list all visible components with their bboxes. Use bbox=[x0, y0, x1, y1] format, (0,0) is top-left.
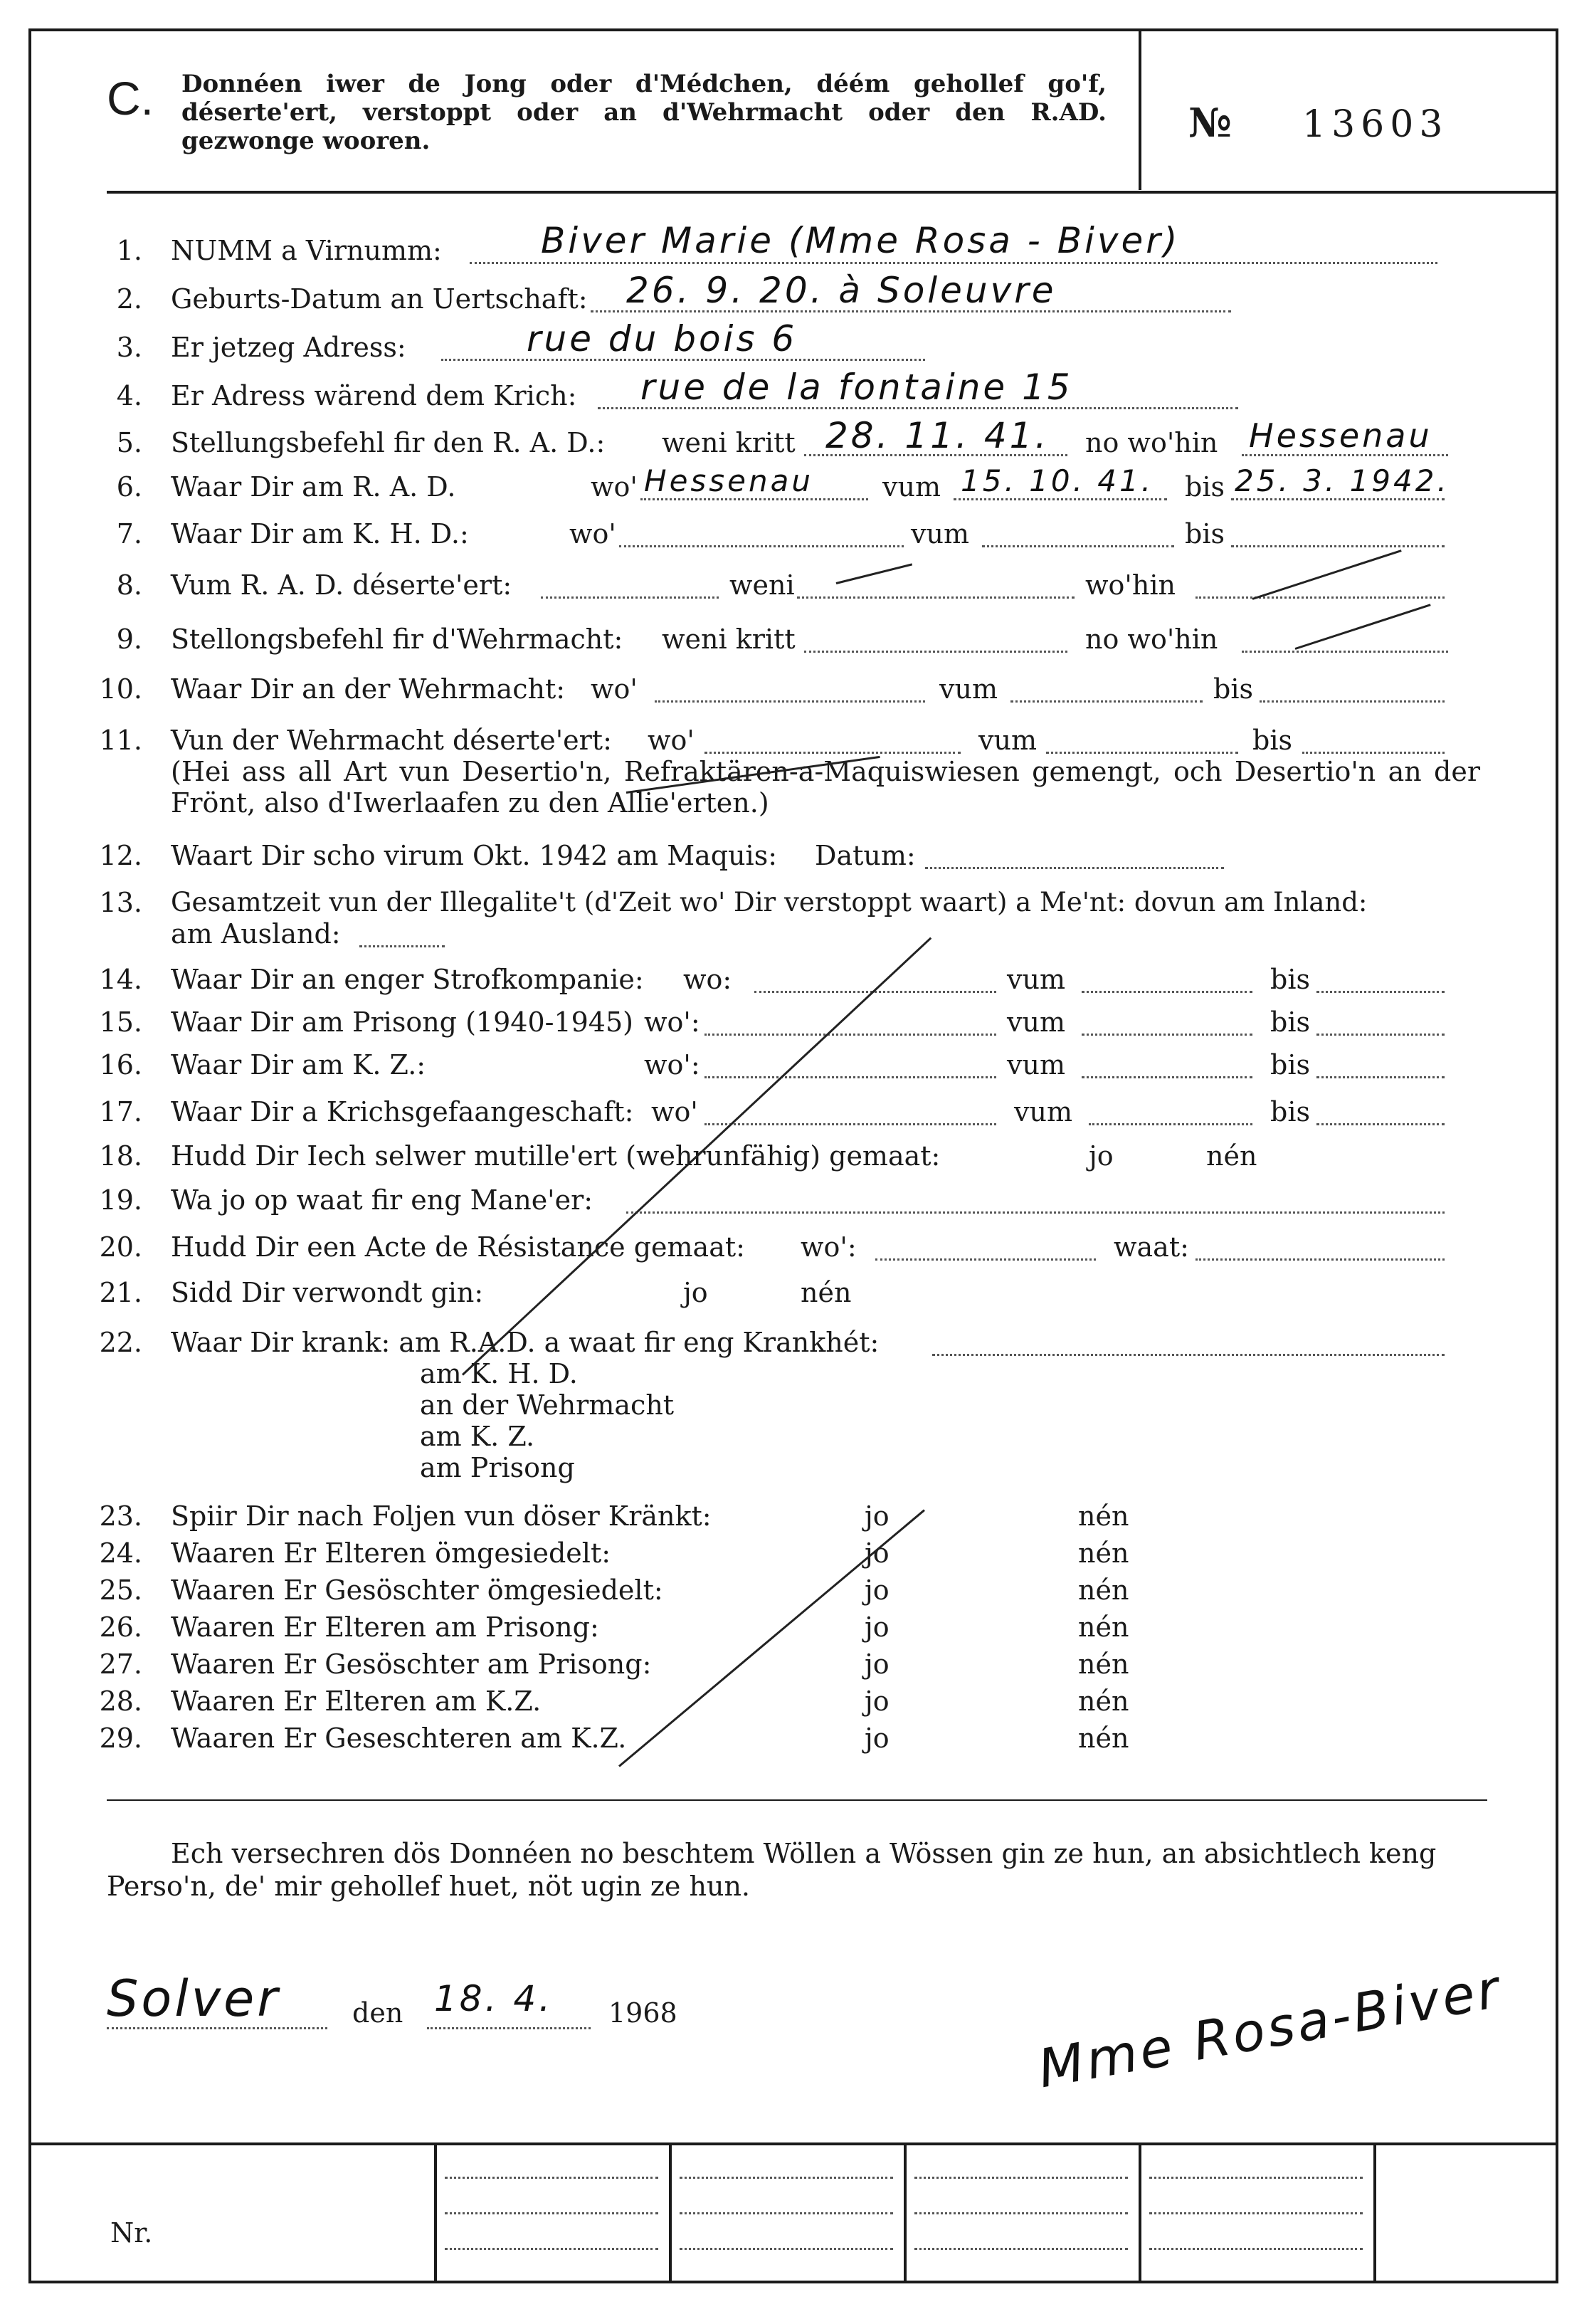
field-x-label-15: vum bbox=[1007, 1006, 1065, 1038]
footer-nr-label: Nr. bbox=[110, 2217, 153, 2249]
field-label-5: Stellungsbefehl fir den R. A. D.: bbox=[171, 427, 606, 458]
field-value-1: Biver Marie (Mme Rosa - Biver) bbox=[541, 220, 1181, 261]
field-w-label-20: wo': bbox=[801, 1231, 857, 1263]
field-y-label-10: bis bbox=[1213, 673, 1253, 705]
field-jo-23: jo bbox=[865, 1500, 890, 1532]
field-label-18: Hudd Dir Iech selwer mutille'ert (wehrunfähig) gemaat: bbox=[171, 1140, 941, 1172]
field-label-27: Waaren Er Gesöschter am Prisong: bbox=[171, 1649, 652, 1680]
field-y-value-6: 25. 3. 1942. bbox=[1235, 463, 1450, 498]
field-label-22: Waar Dir krank: am R.A.D. a waat fir eng Krankhét: bbox=[171, 1327, 880, 1358]
header-divider bbox=[1139, 30, 1141, 190]
field-x-line-17 bbox=[1089, 1123, 1252, 1125]
field-value-3: rue du bois 6 bbox=[527, 318, 798, 359]
field-w-line-11 bbox=[704, 752, 961, 754]
field-y-line-15 bbox=[1316, 1034, 1445, 1036]
field-jo-28: jo bbox=[865, 1686, 890, 1717]
footer-line-c2 bbox=[914, 2212, 1128, 2214]
field-x-line-15 bbox=[1082, 1034, 1252, 1036]
field-x-line-9 bbox=[1242, 651, 1448, 653]
field-nen-27: nén bbox=[1078, 1649, 1129, 1680]
field-x-label-16: vum bbox=[1007, 1049, 1065, 1080]
field-num-13: 13. bbox=[99, 887, 142, 918]
field-y-label-16: bis bbox=[1270, 1049, 1310, 1080]
field-sub-22-1: am K. H. D. bbox=[420, 1358, 578, 1389]
field-line-1 bbox=[470, 262, 1437, 264]
field-w-value-5: 28. 11. 41. bbox=[825, 415, 1050, 456]
field-w-value-6: Hessenau bbox=[644, 463, 814, 498]
field-label-11: Vun der Wehrmacht déserte'ert: bbox=[171, 725, 612, 756]
footer-line-a2 bbox=[445, 2212, 658, 2214]
field-line-19 bbox=[626, 1211, 1445, 1214]
field-w-label-11: wo' bbox=[648, 725, 695, 756]
date-den-label: den bbox=[352, 1997, 403, 2029]
field-num-24: 24. bbox=[99, 1537, 142, 1569]
field-x-label-20: waat: bbox=[1114, 1231, 1189, 1263]
field-w-label-10: wo' bbox=[591, 673, 638, 705]
field-value-4: rue de la fontaine 15 bbox=[640, 367, 1073, 408]
field-x-line-7 bbox=[982, 545, 1174, 547]
field-num-2: 2. bbox=[116, 283, 142, 315]
field-x-label-17: vum bbox=[1014, 1096, 1072, 1127]
place-value: Solver bbox=[107, 1970, 280, 2028]
field-w-label-8: weni bbox=[729, 569, 795, 601]
field-x-value-5: Hessenau bbox=[1249, 416, 1432, 455]
field-x-line-14 bbox=[1082, 991, 1252, 993]
field-w-label-15: wo': bbox=[644, 1006, 700, 1038]
field-num-3: 3. bbox=[116, 332, 142, 363]
field-nen-24: nén bbox=[1078, 1537, 1129, 1569]
field-label-13: Gesamtzeit vun der Illegalite't (d'Zeit wo' Dir verstoppt waart) a Me'nt: dovun am Inland: bbox=[171, 887, 1368, 917]
date-value: 18. 4. bbox=[434, 1978, 554, 2019]
footer-line-d3 bbox=[1149, 2248, 1363, 2250]
footer-line-c1 bbox=[914, 2177, 1128, 2179]
field-w-label-5: weni kritt bbox=[662, 427, 796, 458]
footer-line-b3 bbox=[680, 2248, 893, 2250]
field-label-19: Wa jo op waat fir eng Mane'er: bbox=[171, 1184, 593, 1216]
field-label-12: Waart Dir scho virum Okt. 1942 am Maquis: bbox=[171, 840, 778, 871]
field-y-label-17: bis bbox=[1270, 1096, 1310, 1127]
field-w-label-17: wo' bbox=[651, 1096, 698, 1127]
field-x-label-14: vum bbox=[1007, 964, 1065, 995]
field-w-line-20 bbox=[875, 1258, 1096, 1261]
field-x-line-10 bbox=[1010, 700, 1203, 703]
footer-line-c3 bbox=[914, 2248, 1128, 2250]
field-jo-21: jo bbox=[683, 1277, 708, 1308]
field-w-line-12 bbox=[925, 867, 1224, 869]
footer-line-a3 bbox=[445, 2248, 658, 2250]
footer-col-4 bbox=[1139, 2144, 1141, 2283]
field-y-label-11: bis bbox=[1252, 725, 1292, 756]
field-jo-18: jo bbox=[1089, 1140, 1114, 1172]
field-num-15: 15. bbox=[99, 1006, 142, 1038]
footer-line-a1 bbox=[445, 2177, 658, 2179]
field-num-10: 10. bbox=[99, 673, 142, 705]
place-line bbox=[107, 2027, 327, 2029]
header-rule bbox=[107, 191, 1558, 194]
field-sub-22-2: an der Wehrmacht bbox=[420, 1389, 675, 1421]
field-jo-29: jo bbox=[865, 1723, 890, 1754]
field-y-label-7: bis bbox=[1185, 518, 1225, 550]
field-note-11: (Hei ass all Art vun Desertio'n, Refraktären-a-Maquiswiesen gemengt, och Desertio'n an der Frönt, also d'Iwerlaafen zu den Allie'erten.) bbox=[171, 756, 1480, 819]
field-cont-13: am Ausland: bbox=[171, 918, 341, 950]
date-line bbox=[427, 2027, 591, 2029]
field-label-23: Spiir Dir nach Foljen vun döser Kränkt: bbox=[171, 1500, 712, 1532]
header-title: Donnéen iwer de Jong oder d'Médchen, déém gehollef go'f, déserte'ert, verstoppt oder an d'Wehrmacht oder den R.AD. gezwonge wooren. bbox=[181, 70, 1107, 155]
field-y-label-14: bis bbox=[1270, 964, 1310, 995]
field-num-22: 22. bbox=[99, 1327, 142, 1358]
field-num-11: 11. bbox=[99, 725, 142, 756]
field-w-line-17 bbox=[704, 1123, 996, 1125]
field-jo-25: jo bbox=[865, 1574, 890, 1606]
footer-col-3 bbox=[904, 2144, 907, 2283]
field-y-line-16 bbox=[1316, 1076, 1445, 1078]
field-nen-25: nén bbox=[1078, 1574, 1129, 1606]
field-y-line-14 bbox=[1316, 991, 1445, 993]
field-w-label-7: wo' bbox=[569, 518, 616, 550]
footer-line-b2 bbox=[680, 2212, 893, 2214]
field-num-19: 19. bbox=[99, 1184, 142, 1216]
field-label-4: Er Adress wärend dem Krich: bbox=[171, 380, 577, 411]
field-nen-23: nén bbox=[1078, 1500, 1129, 1532]
field-label-3: Er jetzeg Adress: bbox=[171, 332, 406, 363]
field-num-6: 6. bbox=[116, 471, 142, 503]
date-year: 1968 bbox=[608, 1997, 677, 2029]
signature: Mme Rosa-Biver bbox=[1033, 1958, 1506, 2100]
field-line-8 bbox=[541, 596, 719, 599]
field-label-24: Waaren Er Elteren ömgesiedelt: bbox=[171, 1537, 611, 1569]
field-nen-21: nén bbox=[801, 1277, 852, 1308]
field-x-line-20 bbox=[1196, 1258, 1445, 1261]
footer-line-b1 bbox=[680, 2177, 893, 2179]
field-label-29: Waaren Er Geseschteren am K.Z. bbox=[171, 1723, 627, 1754]
field-w-label-14: wo: bbox=[683, 964, 732, 995]
field-w-line-16 bbox=[704, 1076, 996, 1078]
field-label-17: Waar Dir a Krichsgefaangeschaft: bbox=[171, 1096, 634, 1127]
field-y-label-6: bis bbox=[1185, 471, 1225, 503]
field-num-4: 4. bbox=[116, 380, 142, 411]
field-x-line-11 bbox=[1046, 752, 1238, 754]
footer-col-2 bbox=[669, 2144, 672, 2283]
field-label-10: Waar Dir an der Wehrmacht: bbox=[171, 673, 566, 705]
field-label-6: Waar Dir am R. A. D. bbox=[171, 471, 456, 503]
footer-line-d2 bbox=[1149, 2212, 1363, 2214]
field-x-label-5: no wo'hin bbox=[1085, 427, 1218, 458]
field-label-2: Geburts-Datum an Uertschaft: bbox=[171, 283, 588, 315]
field-x-label-10: vum bbox=[939, 673, 998, 705]
field-cont-line-13 bbox=[359, 945, 445, 947]
field-x-value-6: 15. 10. 41. bbox=[961, 463, 1154, 498]
field-w-line-10 bbox=[655, 700, 925, 703]
field-label-14: Waar Dir an enger Strofkompanie: bbox=[171, 964, 644, 995]
field-y-label-15: bis bbox=[1270, 1006, 1310, 1038]
field-label-15: Waar Dir am Prisong (1940-1945) bbox=[171, 1006, 633, 1038]
field-num-8: 8. bbox=[116, 569, 142, 601]
section-letter: C. bbox=[107, 72, 154, 125]
field-sub-22-3: am K. Z. bbox=[420, 1421, 535, 1452]
field-num-29: 29. bbox=[99, 1723, 142, 1754]
field-y-line-11 bbox=[1302, 752, 1445, 754]
field-num-14: 14. bbox=[99, 964, 142, 995]
field-w-label-6: wo' bbox=[591, 471, 638, 503]
field-label-28: Waaren Er Elteren am K.Z. bbox=[171, 1686, 542, 1717]
field-jo-26: jo bbox=[865, 1611, 890, 1643]
field-w-line-7 bbox=[619, 545, 904, 547]
footer-rule bbox=[28, 2142, 1558, 2145]
field-label-9: Stellongsbefehl fir d'Wehrmacht: bbox=[171, 624, 623, 655]
field-w-line-9 bbox=[804, 651, 1067, 653]
field-label-8: Vum R. A. D. déserte'ert: bbox=[171, 569, 512, 601]
declaration-line-2: Perso'n, de' mir gehollef huet, nöt ugin ze hun. bbox=[107, 1871, 751, 1902]
field-jo-24: jo bbox=[865, 1537, 890, 1569]
field-num-16: 16. bbox=[99, 1049, 142, 1080]
field-label-21: Sidd Dir verwondt gin: bbox=[171, 1277, 484, 1308]
field-num-12: 12. bbox=[99, 840, 142, 871]
field-x-line-16 bbox=[1082, 1076, 1252, 1078]
field-x-label-6: vum bbox=[882, 471, 941, 503]
field-num-21: 21. bbox=[99, 1277, 142, 1308]
field-y-line-10 bbox=[1260, 700, 1445, 703]
field-label-20: Hudd Dir een Acte de Résistance gemaat: bbox=[171, 1231, 745, 1263]
footer-line-d1 bbox=[1149, 2177, 1363, 2179]
field-num-23: 23. bbox=[99, 1500, 142, 1532]
field-label-25: Waaren Er Gesöschter ömgesiedelt: bbox=[171, 1574, 663, 1606]
field-nen-18: nén bbox=[1206, 1140, 1257, 1172]
field-num-26: 26. bbox=[99, 1611, 142, 1643]
field-y-line-7 bbox=[1231, 545, 1445, 547]
footer-col-1 bbox=[434, 2144, 437, 2283]
field-w-label-16: wo': bbox=[644, 1049, 700, 1080]
field-x-label-9: no wo'hin bbox=[1085, 624, 1218, 655]
field-line-22 bbox=[932, 1354, 1445, 1356]
field-num-17: 17. bbox=[99, 1096, 142, 1127]
field-num-5: 5. bbox=[116, 427, 142, 458]
field-label-7: Waar Dir am K. H. D.: bbox=[171, 518, 469, 550]
field-nen-28: nén bbox=[1078, 1686, 1129, 1717]
field-label-26: Waaren Er Elteren am Prisong: bbox=[171, 1611, 599, 1643]
field-num-1: 1. bbox=[116, 235, 142, 266]
field-sub-22-4: am Prisong bbox=[420, 1452, 575, 1483]
field-num-25: 25. bbox=[99, 1574, 142, 1606]
form-number: 13603 bbox=[1302, 103, 1449, 146]
field-num-7: 7. bbox=[116, 518, 142, 550]
field-num-18: 18. bbox=[99, 1140, 142, 1172]
field-value-2: 26. 9. 20. à Soleuvre bbox=[626, 270, 1057, 311]
field-w-line-8 bbox=[797, 596, 1075, 599]
field-w-label-9: weni kritt bbox=[662, 624, 796, 655]
field-label-1: NUMM a Virnumm: bbox=[171, 235, 442, 266]
declaration-line-1: Ech versechren dös Donnéen no beschtem Wöllen a Wössen gin ze hun, an absichtlech keng bbox=[171, 1838, 1437, 1869]
field-w-line-15 bbox=[704, 1034, 996, 1036]
field-x-label-8: wo'hin bbox=[1085, 569, 1176, 601]
field-y-line-17 bbox=[1316, 1123, 1445, 1125]
field-nen-26: nén bbox=[1078, 1611, 1129, 1643]
field-num-28: 28. bbox=[99, 1686, 142, 1717]
field-w-label-12: Datum: bbox=[815, 840, 916, 871]
field-num-20: 20. bbox=[99, 1231, 142, 1263]
footer-col-5 bbox=[1373, 2144, 1376, 2283]
number-sign: № bbox=[1188, 100, 1232, 147]
field-label-16: Waar Dir am K. Z.: bbox=[171, 1049, 426, 1080]
declaration-rule bbox=[107, 1799, 1487, 1801]
field-x-label-7: vum bbox=[911, 518, 969, 550]
field-num-27: 27. bbox=[99, 1649, 142, 1680]
field-x-label-11: vum bbox=[978, 725, 1037, 756]
field-nen-29: nén bbox=[1078, 1723, 1129, 1754]
field-jo-27: jo bbox=[865, 1649, 890, 1680]
field-x-line-8 bbox=[1196, 596, 1445, 599]
field-num-9: 9. bbox=[116, 624, 142, 655]
